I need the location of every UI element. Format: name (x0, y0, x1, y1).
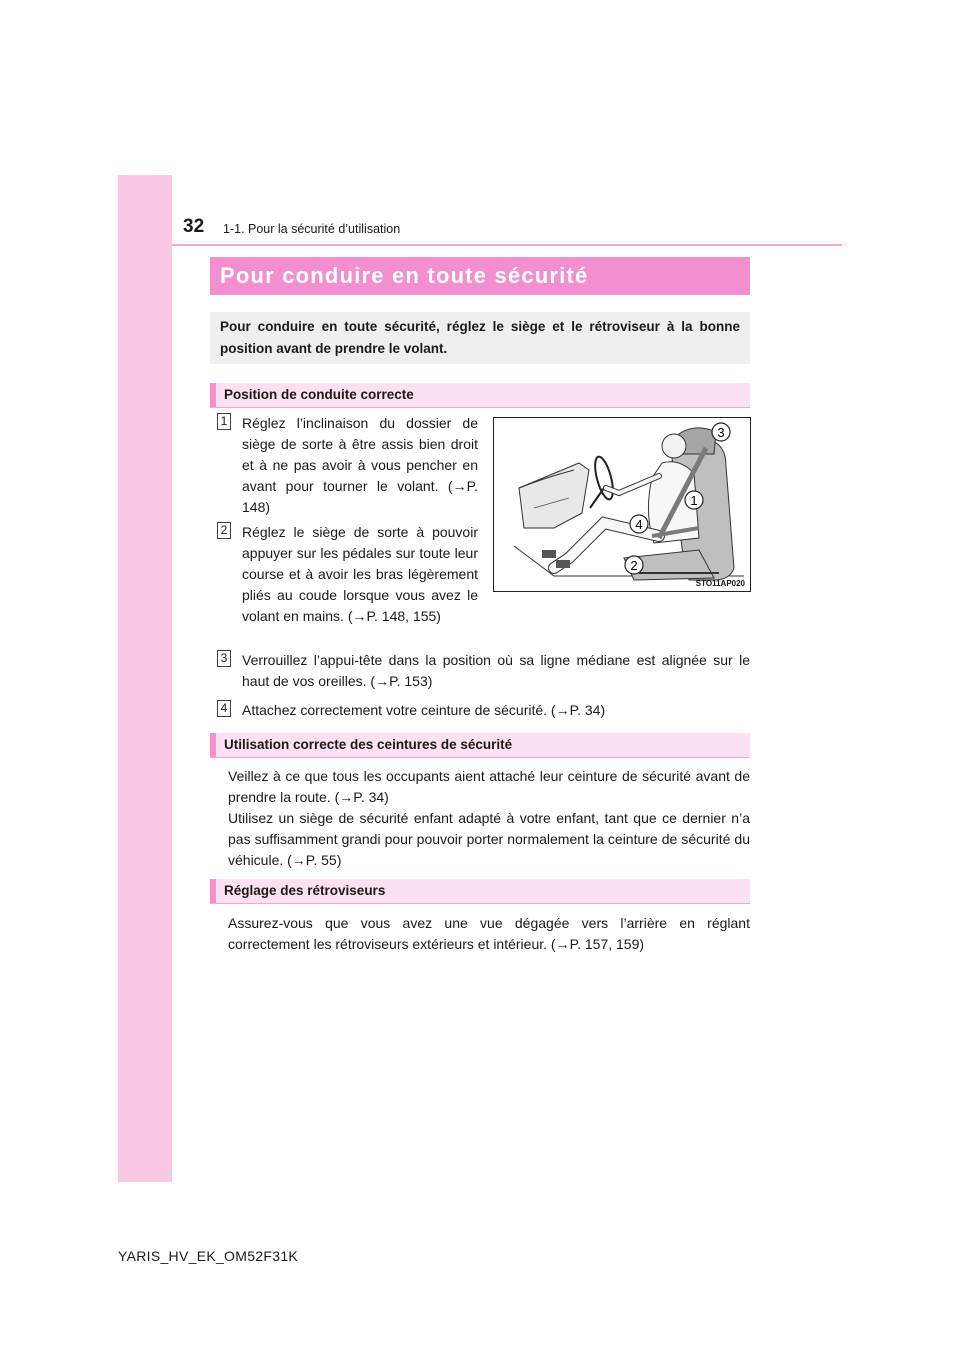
figure-code: STO11AP020 (695, 579, 745, 588)
callout-3 (712, 423, 730, 441)
page-title: Pour conduire en toute sécurité (210, 257, 750, 295)
chapter-sidebar-tab (118, 175, 172, 1182)
header-divider (172, 244, 842, 246)
callout-1-label: 1 (690, 493, 698, 508)
mirrors-paragraph: Assurez-vous que vous avez une vue dégagée vers l’arrière en réglant correctement les rétroviseurs extérieurs et intérieur. (→P. 157, 159) (228, 915, 750, 952)
driving-position-illustration (493, 417, 751, 592)
document-code: YARIS_HV_EK_OM52F31K (118, 1248, 299, 1264)
callout-4-label: 4 (635, 517, 643, 532)
callout-2-label: 2 (630, 558, 638, 573)
item-text-4: Attachez correctement votre ceinture de sécurité. (→P. 34) (242, 702, 606, 718)
callout-3-label: 3 (717, 425, 725, 440)
seat-belt-paragraph-1: Veillez à ce que tous les occupants aient attaché leur ceinture de sécurité avant de prendre la route. (→P. 34) (228, 768, 750, 805)
subheading-seat-belts: Utilisation correcte des ceintures de sécurité (210, 733, 750, 757)
item-number-2: 2 (217, 522, 231, 539)
seat-belt-paragraph-2: Utilisez un siège de sécurité enfant adapté à votre enfant, tant que ce dernier n’a pas suffisamment grandi pour pouvoir porter normalement la ceinture de sécurité du véhicule. (→P. 55) (228, 810, 750, 868)
page-number: 32 (183, 216, 205, 237)
callout-4 (630, 515, 648, 533)
item-number-4: 4 (217, 700, 231, 717)
item-number-1: 1 (217, 413, 231, 430)
item-number-3: 3 (217, 650, 231, 667)
section-label: 1-1. Pour la sécurité d’utilisation (223, 222, 401, 236)
intro-summary: Pour conduire en toute sécurité, réglez le siège et le rétroviseur à la bonne position avant de prendre le volant. (210, 312, 750, 364)
callout-1 (685, 491, 703, 509)
subheading-mirrors: Réglage des rétroviseurs (210, 879, 750, 903)
subheading-driving-position: Position de conduite correcte (210, 383, 750, 407)
item-text-2: Réglez le siège de sorte à pouvoir appuyer sur les pédales sur toute leur course et à avoir les bras légèrement pliés au coude lorsque vous avez le volant en mains. (→P. 148, 155) (242, 524, 478, 624)
item-text-1: Réglez l’inclinaison du dossier de siège de sorte à être assis bien droit et à ne pas avoir à vous pencher en avant pour tourner le volant. (→P. 148) (242, 415, 478, 515)
callout-2 (625, 556, 643, 574)
item-text-3: Verrouillez l’appui-tête dans la position où sa ligne médiane est alignée sur le haut de vos oreilles. (→P. 153) (242, 652, 750, 689)
driver-seat-drawing (494, 418, 750, 591)
